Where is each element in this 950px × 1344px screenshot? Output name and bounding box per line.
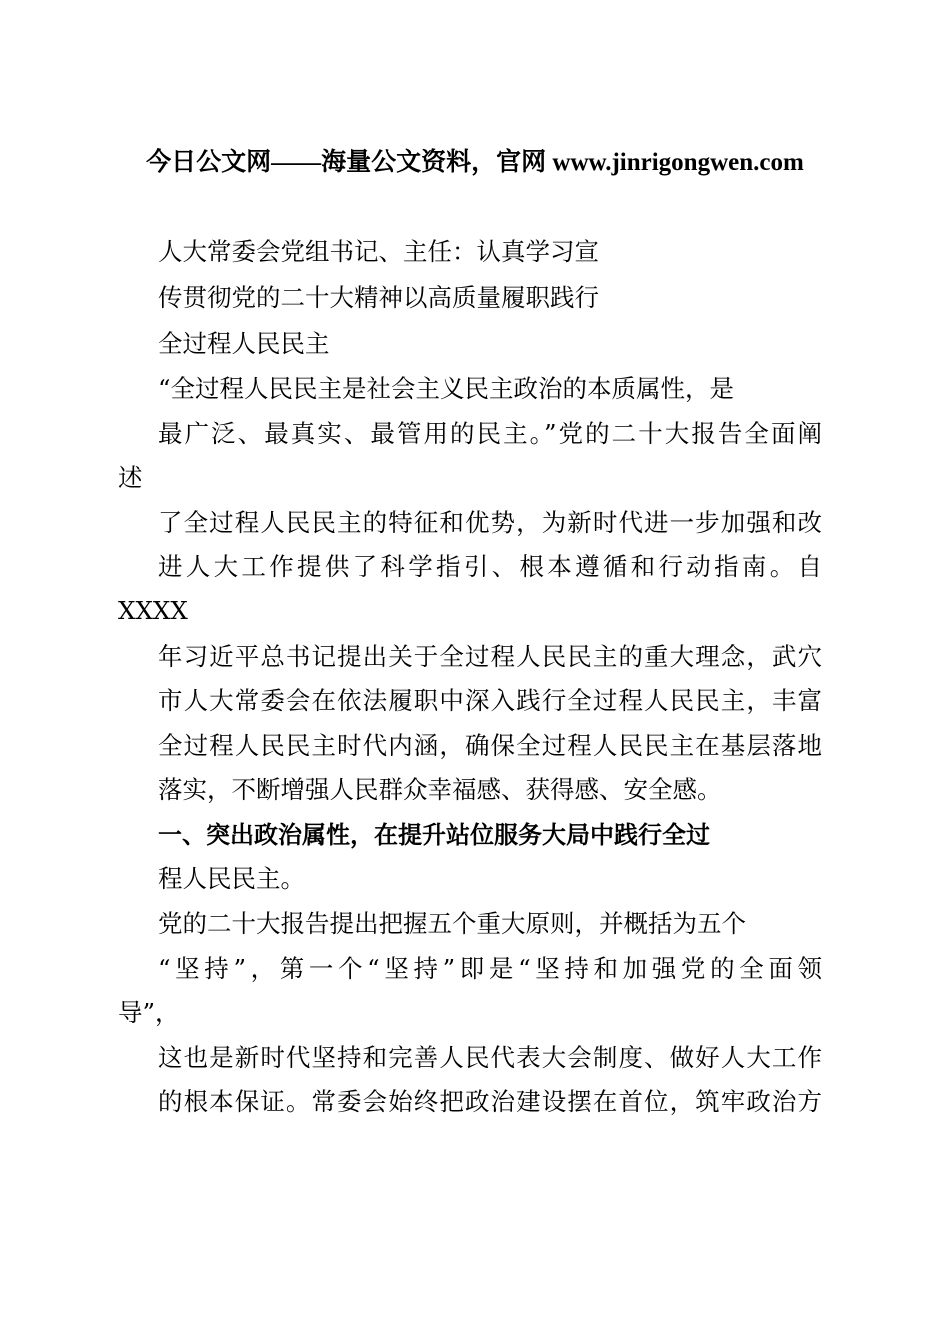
- paragraph-line: 述: [118, 463, 143, 492]
- paragraph-line: “全过程人民民主是社会主义民主政治的本质属性，是: [158, 374, 735, 403]
- paragraph-line: 年习近平总书记提出关于全过程人民民主的重大理念，武穴: [158, 642, 822, 671]
- paragraph-line: 导”，: [118, 998, 180, 1027]
- title-line-1: 人大常委会党组书记、主任：认真学习宣: [158, 237, 599, 266]
- paragraph-line: 党的二十大报告提出把握五个重大原则，并概括为五个: [158, 909, 746, 938]
- paragraph-line: 市人大常委会在依法履职中深入践行全过程人民民主，丰富: [158, 686, 822, 715]
- title-line-3: 全过程人民民主: [158, 329, 330, 358]
- paragraph-line: 的根本保证。常委会始终把政治建设摆在首位，筑牢政治方: [158, 1087, 822, 1116]
- section-heading: 一、突出政治属性，在提升站位服务大局中践行全过: [158, 821, 710, 849]
- section-heading-continued: 程人民民主。: [158, 864, 305, 893]
- paragraph-line: 最广泛、最真实、最管用的民主。”党的二十大报告全面阐: [158, 419, 822, 448]
- title-line-2: 传贯彻党的二十大精神以高质量履职践行: [158, 283, 599, 312]
- paragraph-line: XXXX: [118, 596, 188, 625]
- paragraph-line: “坚持”，第一个“坚持”即是“坚持和加强党的全面领: [158, 954, 822, 983]
- paragraph-line: 进人大工作提供了科学指引、根本遵循和行动指南。自: [158, 552, 822, 581]
- paragraph-line: 这也是新时代坚持和完善人民代表大会制度、做好人大工作: [158, 1043, 822, 1072]
- paragraph-line: 全过程人民民主时代内涵，确保全过程人民民主在基层落地: [158, 731, 822, 760]
- site-header-title: 今日公文网——海量公文资料，官网 www.jinrigongwen.com: [146, 149, 804, 176]
- paragraph-line: 了全过程人民民主的特征和优势，为新时代进一步加强和改: [158, 508, 822, 537]
- paragraph-line: 落实，不断增强人民群众幸福感、获得感、安全感。: [158, 775, 722, 804]
